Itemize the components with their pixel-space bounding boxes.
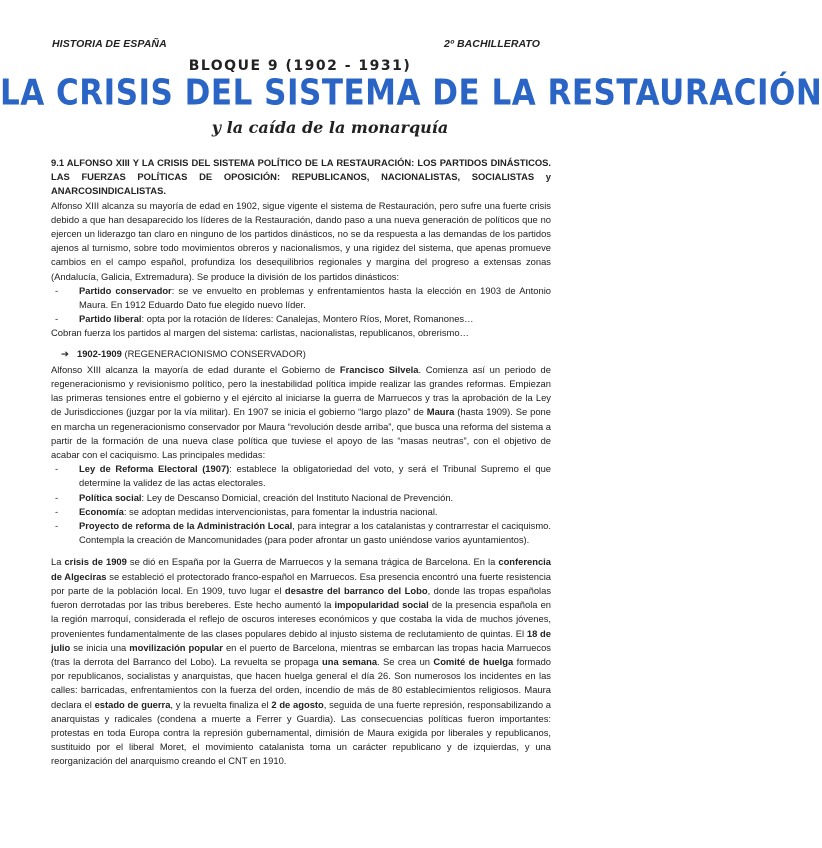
header-subject: HISTORIA DE ESPAÑA <box>52 38 167 50</box>
item-label: Proyecto de reforma de la Administración Local <box>79 520 293 532</box>
document-body <box>51 156 551 769</box>
item-text: : Ley de Descanso Domicial, creación del Instituto Nacional de Prevención. <box>141 491 454 503</box>
bloque-label: BLOQUE 9 (1902 - 1931) <box>188 58 412 74</box>
item-label: Política social <box>79 491 142 503</box>
list-item <box>79 462 551 490</box>
item-text: , para integrar a los catalanistas y contrarrestar el caciquismo. Contempla la creación de Mancomunidades (para poder afrontar un gasto uniéndose varios ayuntamientos). <box>79 520 551 546</box>
crisis-1909-paragraph: La crisis de 1909 se dió en España por la Guerra de Marruecos y la semana trágica de Barcelona. En la conferencia de Algeciras se estableció el protectorado franco-español en Marruecos. Esa presencia encontró una fuerte resistencia por parte de la población local. En 1909, tuvo lugar el desastre del barranco del Lobo, donde las tropas españolas fueron derrotadas por las tribus bereberes. Este hecho aumentó la impopularidad social de la presencia española en la región marroquí, considerada el reflejo de oscuros intereses económicos y que costaba la vida de muchos jóvenes, provenientes fundamentalmente de las clases populares debido al injusto sistema de reclutamiento de quintas. El 18 de julio se inicia una movilización popular en el puerto de Barcelona, mientras se embarcan las tropas hacia Marruecos (tras la derrota del Barranco del Lobo). La revuelta se propaga una semana. Se crea un Comité de huelga formado por republicanos, socialistas y anarquistas, que hacen huelga general el día 26. Son numerosos los incidentes en las calles: barricadas, enfrentamientos con la fuerza del orden, incendio de más de 80 establecimientos religiosos. Maura declara el estado de guerra, y la revuelta finaliza el 2 de agosto, seguida de una fuerte represión, responsabilizando a anarquistas y radicales (condena a muerte a Ferrer y Guardia). Las consecuencias políticas fueron importantes: protestas en toda Europa contra la represión gubernamental, dimisión de Maura exigida por liberales y republicanos, sustituido por el liberal Moret, el movimiento catalanista toma un carácter republicano y de izquierdas, y una reorganización del anarquismo creando el CNT en 1910. <box>51 556 552 767</box>
item-label: Partido conservador <box>79 284 172 296</box>
measures-list <box>51 462 551 547</box>
item-text: : se adoptan medidas intervencionistas, para fomentar la industria nacional. <box>123 505 438 517</box>
subtitle: y la caída de la monarquía <box>211 118 449 137</box>
intro-paragraph: Alfonso XIII alcanza su mayoría de edad en 1902, sigue vigente el sistema de Restauración, pero sufre una fuerte crisis debido a que han desaparecido los líderes de la Restauración, dando paso a una nueva generación de políticos que no ejercen un liderazgo tan claro en ninguno de los partidos dinásticos, no se da respuesta a las demandas de los partidos ajenos al turnismo, sobre todo movimientos obreros y nacionalismos, y una rigidez del sistema, que apenas promueve cambios en el campo español, profundiza los desequilibrios regionales y margina del progreso a extensas zonas (Andalucía, Galicia, Extremadura). Se produce la división de los partidos dinásticos: <box>51 199 551 282</box>
closing-paragraph: Cobran fuerza los partidos al margen del sistema: carlistas, nacionalistas, republicanos, obrerismo… <box>51 327 469 339</box>
period-heading <box>51 347 551 361</box>
list-item <box>79 312 551 326</box>
parties-list <box>51 284 551 327</box>
regeneracionismo-paragraph: Alfonso XIII alcanza la mayoría de edad durante el Gobierno de Francisco Silvela. Comienza así un periodo de regeneracionismo y revisionismo político, pero la inestabilidad política impide realizar las grandes reformas. Empiezan las primeras tensiones entre el gobierno y el ejército al iniciarse la guerra de Marruecos y tras la aprobación de la Ley de Jurisdicciones (juzgar por la vía militar). En 1907 se inicia el gobierno “largo plazo” de Maura (hasta 1909). Se pone en marcha un regeneracionismo conservador por Maura “revolución desde arriba”, que busca una reforma del sistema a partir de la formación de una nueva clase política que tuviese el apoyo de las “masas neutras”, con el objetivo de acabar con el caciquismo. Las principales medidas: <box>51 363 551 461</box>
period-title: (REGENERACIONISMO CONSERVADOR) <box>121 347 306 359</box>
list-item <box>79 491 551 505</box>
item-label: Ley de Reforma Electoral (1907) <box>79 463 230 475</box>
main-title: LA CRISIS DEL SISTEMA DE LA RESTAURACIÓN <box>0 72 822 114</box>
list-item <box>79 284 551 312</box>
list-item <box>79 505 551 519</box>
arrow-icon: ➔ <box>61 347 69 359</box>
section-heading-9-1: 9.1 ALFONSO XIII Y LA CRISIS DEL SISTEMA POLÍTICO DE LA RESTAURACIÓN: LOS PARTIDOS DINÁSTICOS. LAS FUERZAS POLÍTICAS DE OPOSICIÓN: REPUBLICANOS, NACIONALISTAS, SOCIALISTAS y ANARCOSINDICALISTAS. <box>51 157 551 197</box>
item-label: Economía <box>79 505 124 517</box>
header-course: 2º BACHILLERATO <box>444 38 540 50</box>
list-item <box>79 519 551 547</box>
item-text: : se ve envuelto en problemas y enfrentamientos hasta la elección en 1903 de Antonio Maura. En 1912 Eduardo Dato fue elegido nuevo líder. <box>79 284 551 311</box>
item-text: : establece la obligatoriedad del voto, y será el Tribunal Supremo el que determine la validez de las actas electorales. <box>79 463 552 489</box>
period-years: 1902-1909 <box>77 347 122 359</box>
item-label: Partido liberal <box>79 313 142 325</box>
item-text: : opta por la rotación de líderes: Canalejas, Montero Ríos, Moret, Romanones… <box>141 313 474 325</box>
